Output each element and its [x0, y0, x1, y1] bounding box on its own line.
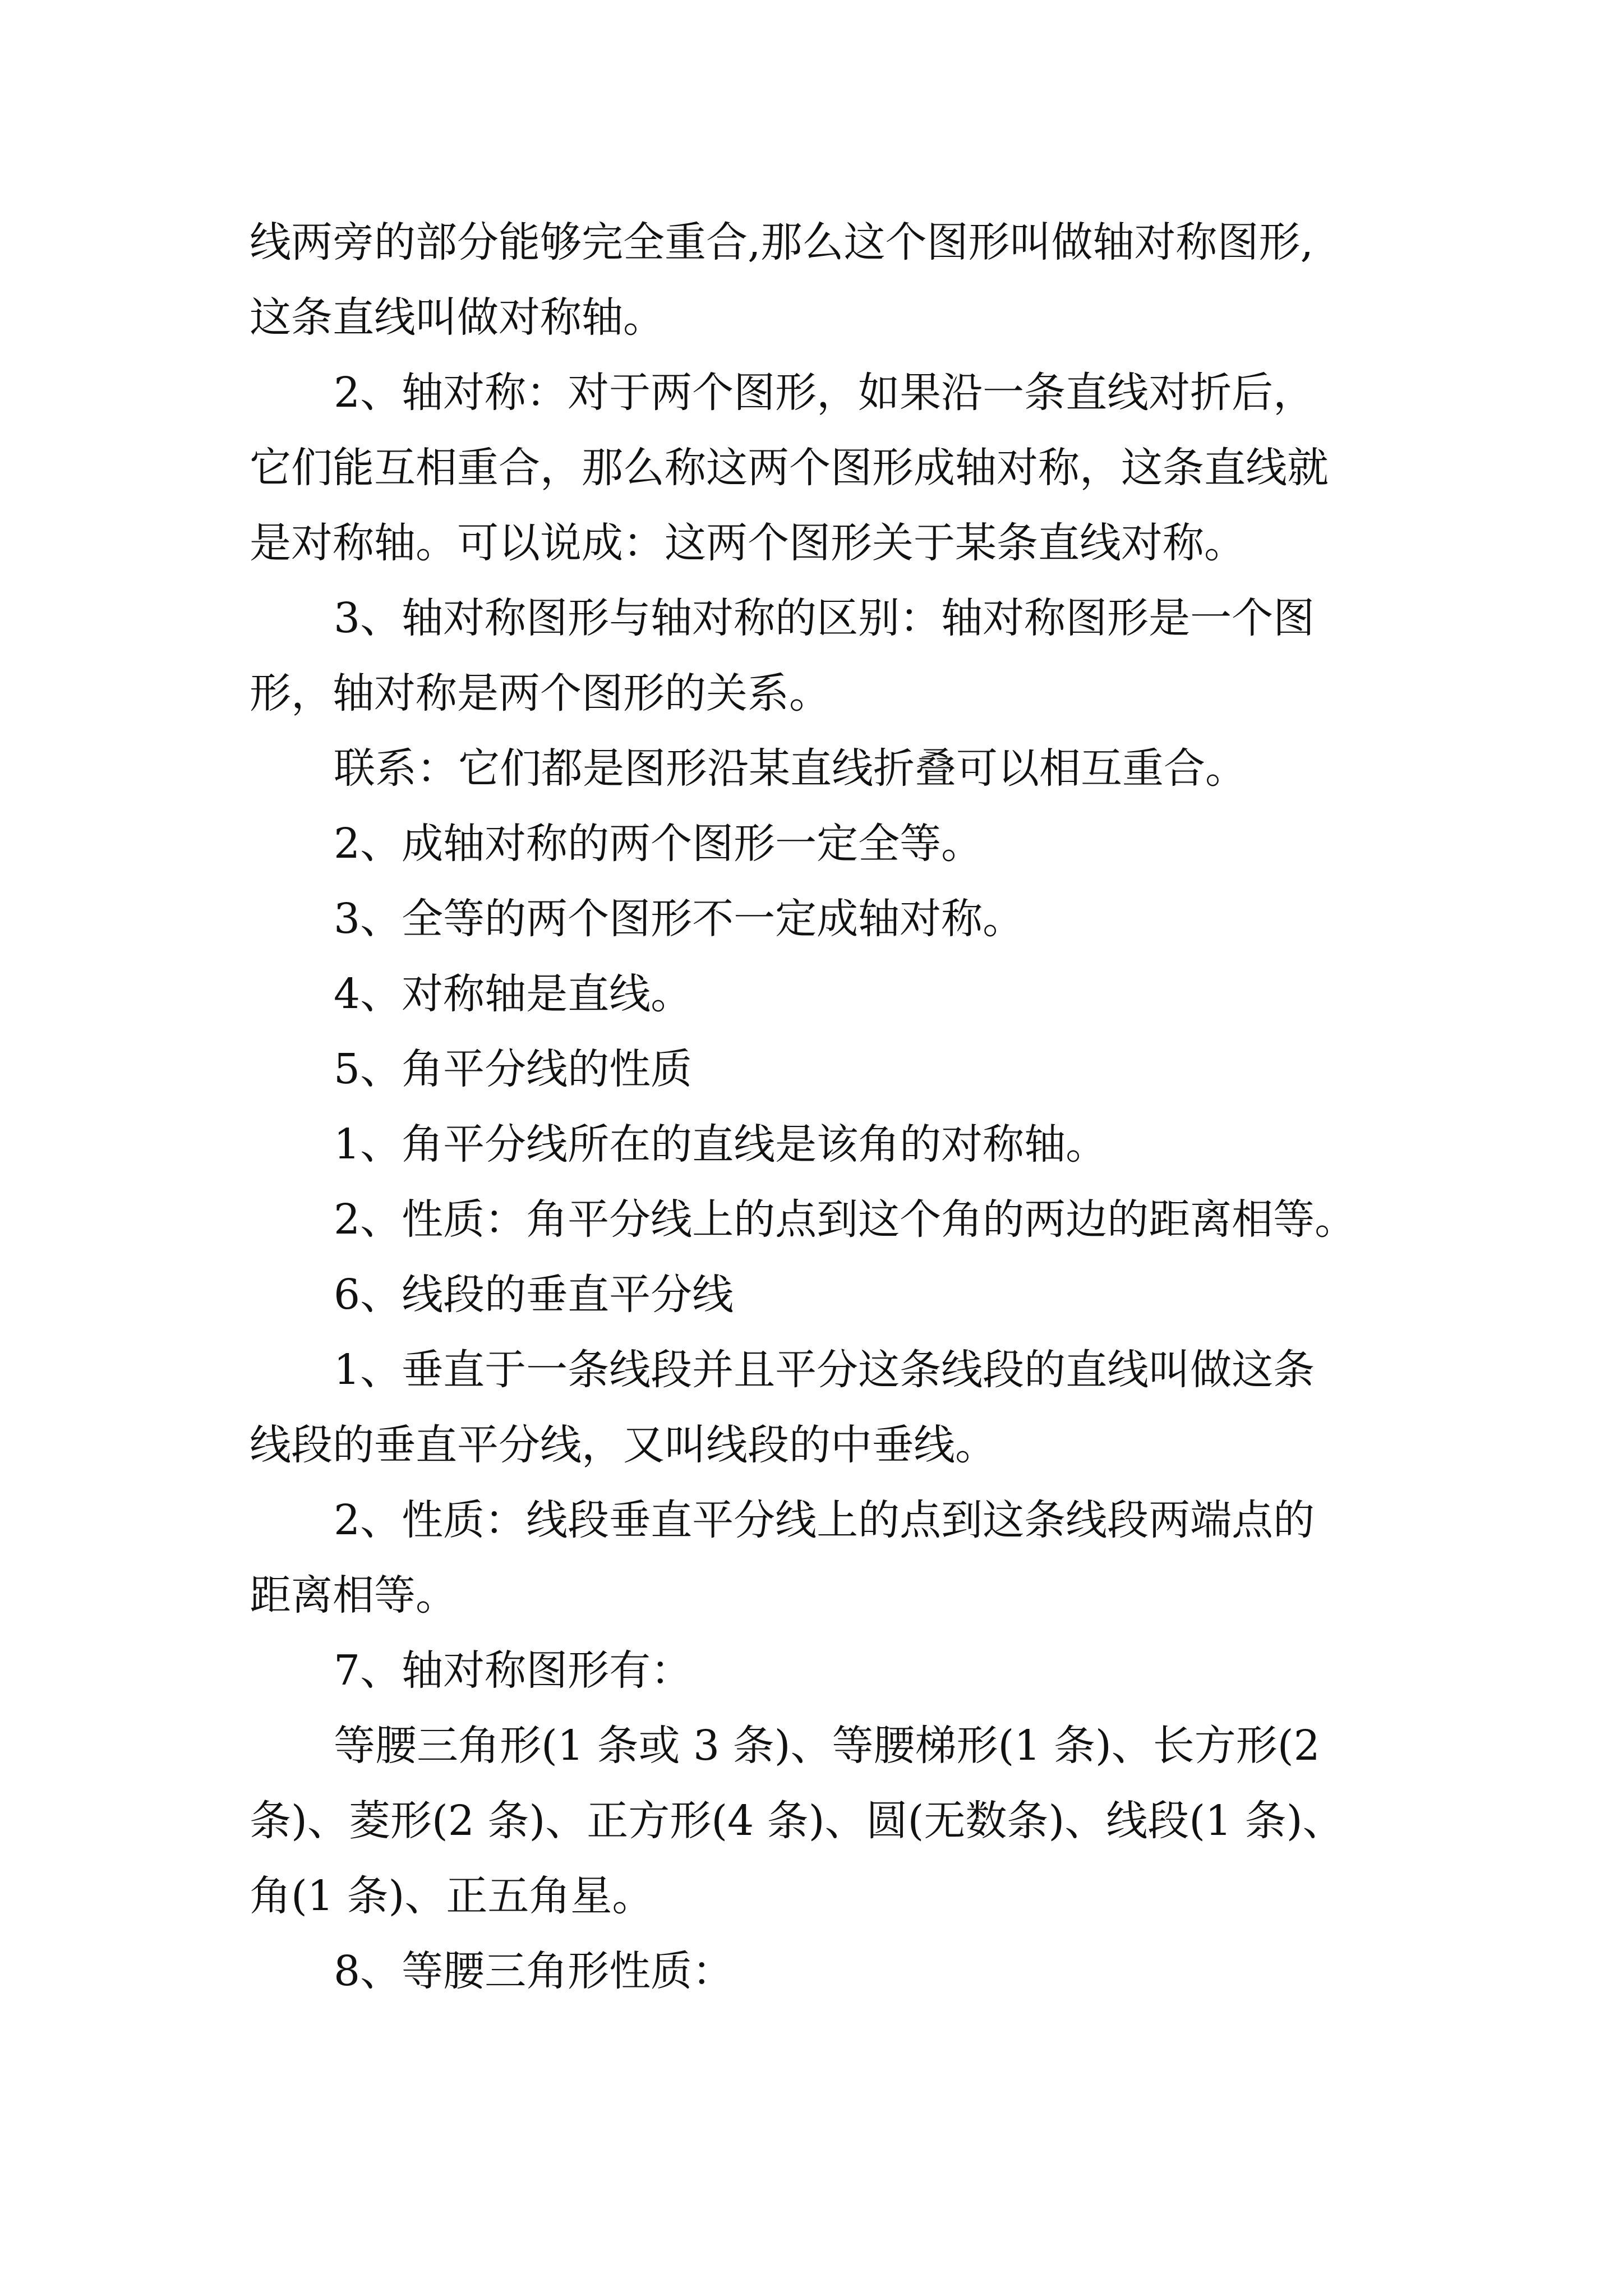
- paragraph: [250, 1107, 1438, 1182]
- paragraph: [250, 956, 1438, 1032]
- text-line: 6、线段的垂直平分线: [334, 1271, 734, 1319]
- text-line: 形，轴对称是两个图形的关系。: [250, 669, 831, 717]
- text-line: 8、等腰三角形性质：: [334, 1947, 734, 1995]
- section-heading: [250, 1633, 1438, 1708]
- text-line: 7、轴对称图形有：: [334, 1646, 693, 1695]
- text-line: 这条直线叫做对称轴。: [250, 293, 665, 342]
- section-heading: [250, 1257, 1438, 1332]
- paragraph: [250, 355, 1438, 581]
- text-line: 线段的垂直平分线，又叫线段的中垂线。: [250, 1421, 997, 1469]
- text-line: 它们能互相重合，那么称这两个图形成轴对称，这条直线就: [250, 444, 1329, 492]
- text-line: 联系：它们都是图形沿某直线折叠可以相互重合。: [334, 744, 1247, 793]
- paragraph: [250, 1483, 1438, 1633]
- section-heading: [250, 1934, 1438, 2009]
- text-line: 角(1 条)、正五角星。: [250, 1872, 654, 1920]
- text-line: 2、轴对称：对于两个图形，如果沿一条直线对折后，: [334, 369, 1315, 417]
- paragraph: [250, 806, 1438, 881]
- document-body: [250, 205, 1438, 2009]
- text-line: 1、垂直于一条线段并且平分这条线段的直线叫做这条: [334, 1346, 1315, 1394]
- section-heading: [250, 1032, 1438, 1107]
- text-line: 等腰三角形(1 条或 3 条)、等腰梯形(1 条)、长方形(2: [334, 1722, 1320, 1770]
- text-line: 距离相等。: [250, 1571, 457, 1619]
- text-line: 1、角平分线所在的直线是该角的对称轴。: [334, 1120, 1108, 1168]
- paragraph: [250, 1708, 1438, 1934]
- text-line: 条)、菱形(2 条)、正方形(4 条)、圆(无数条)、线段(1 条)、: [250, 1797, 1344, 1845]
- text-line: 3、全等的两个图形不一定成轴对称。: [334, 895, 1025, 943]
- text-line: 2、性质：角平分线上的点到这个角的两边的距离相等。: [334, 1195, 1357, 1244]
- paragraph: [250, 1332, 1438, 1483]
- text-line: 5、角平分线的性质: [334, 1045, 693, 1093]
- text-line: 2、性质：线段垂直平分线上的点到这条线段两端点的: [334, 1496, 1315, 1544]
- paragraph: [250, 881, 1438, 956]
- text-line: 2、成轴对称的两个图形一定全等。: [334, 820, 983, 868]
- text-line: 4、对称轴是直线。: [334, 970, 693, 1018]
- text-line: 是对称轴。可以说成：这两个图形关于某条直线对称。: [250, 519, 1246, 567]
- text-line: 线两旁的部分能够完全重合,那么这个图形叫做轴对称图形,: [250, 218, 1314, 266]
- paragraph: [250, 1182, 1438, 1257]
- paragraph: [250, 581, 1438, 731]
- text-line: 3、轴对称图形与轴对称的区别：轴对称图形是一个图: [334, 594, 1315, 642]
- paragraph: [250, 205, 1438, 355]
- paragraph: [250, 731, 1438, 806]
